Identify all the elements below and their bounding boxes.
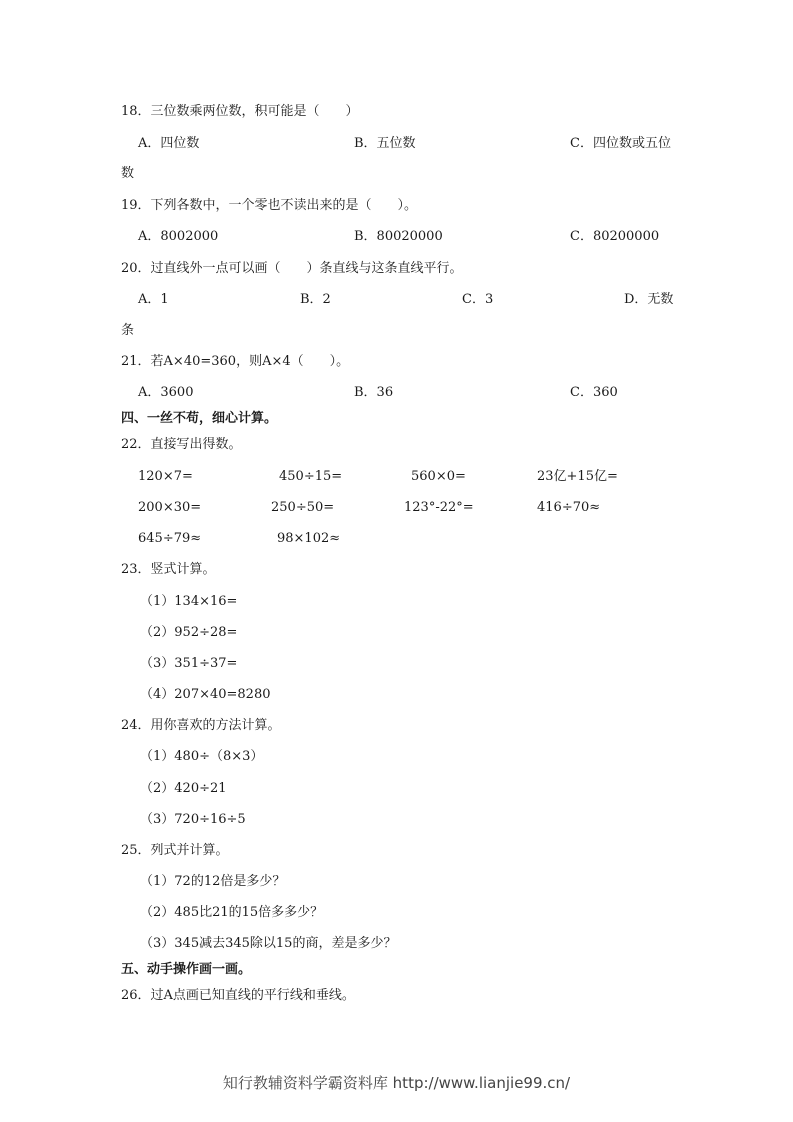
q23-item: （4）207×40=8280 xyxy=(140,687,271,702)
q22-item: 120×7= xyxy=(138,469,193,484)
q20-option-d-wrap: 条 xyxy=(121,323,135,338)
q19-option-c: C．80200000 xyxy=(570,229,660,244)
q22-item: 416÷70≈ xyxy=(537,500,601,515)
q21-option-a: A．3600 xyxy=(138,385,194,400)
q25-item: （3）345减去345除以15的商，差是多少？ xyxy=(140,936,397,951)
q26-stem: 26．过A点画已知直线的平行线和垂线。 xyxy=(121,988,355,1003)
q24-item: （1）480÷（8×3） xyxy=(140,749,264,764)
q24-item: （2）420÷21 xyxy=(140,781,227,796)
q21-option-b: B．36 xyxy=(354,385,394,400)
q20-option-c: C．3 xyxy=(462,292,494,307)
q20-option-d: D．无数 xyxy=(624,292,674,307)
q18-option-a: A．四位数 xyxy=(138,136,200,151)
q25-stem: 25．列式并计算。 xyxy=(121,843,229,858)
q22-item: 450÷15= xyxy=(279,469,343,484)
q19-option-a: A．8002000 xyxy=(138,229,219,244)
q20-option-a: A．1 xyxy=(138,292,169,307)
q19-option-b: B．80020000 xyxy=(354,229,443,244)
section-4-heading: 四、一丝不苟，细心计算。 xyxy=(121,411,278,426)
q18-stem: 18．三位数乘两位数，积可能是（ ） xyxy=(121,104,359,119)
q20-stem: 20．过直线外一点可以画（ ）条直线与这条直线平行。 xyxy=(121,261,463,276)
q19-stem: 19．下列各数中，一个零也不读出来的是（ ）。 xyxy=(121,198,418,213)
q20-option-b: B．2 xyxy=(300,292,331,307)
q18-option-c-wrap: 数 xyxy=(121,166,135,181)
q22-item: 645÷79≈ xyxy=(138,531,202,546)
q18-option-b: B．五位数 xyxy=(354,136,416,151)
q22-item: 23亿+15亿= xyxy=(537,469,618,484)
q25-item: （2）485比21的15倍多多少？ xyxy=(140,905,324,920)
q23-stem: 23．竖式计算。 xyxy=(121,562,216,577)
q24-item: （3）720÷16÷5 xyxy=(140,812,246,827)
q23-item: （3）351÷37= xyxy=(140,656,238,671)
q21-option-c: C．360 xyxy=(570,385,618,400)
q25-item: （1）72的12倍是多少？ xyxy=(140,874,286,889)
q22-item: 560×0= xyxy=(411,469,466,484)
q21-stem: 21．若A×40=360，则A×4（ ）。 xyxy=(121,354,350,369)
q24-stem: 24．用你喜欢的方法计算。 xyxy=(121,718,281,733)
q23-item: （2）952÷28= xyxy=(140,625,238,640)
q23-item: （1）134×16= xyxy=(140,594,238,609)
section-5-heading: 五、动手操作画一画。 xyxy=(121,962,252,977)
page-footer: 知行教辅资料学霸资料库 http://www.lianjie99.cn/ xyxy=(222,1074,571,1092)
q22-stem: 22．直接写出得数。 xyxy=(121,437,242,452)
q22-item: 250÷50= xyxy=(271,500,335,515)
q22-item: 123°-22°= xyxy=(404,500,474,515)
q18-option-c: C．四位数或五位 xyxy=(570,136,671,151)
q22-item: 200×30= xyxy=(138,500,202,515)
q22-item: 98×102≈ xyxy=(277,531,341,546)
